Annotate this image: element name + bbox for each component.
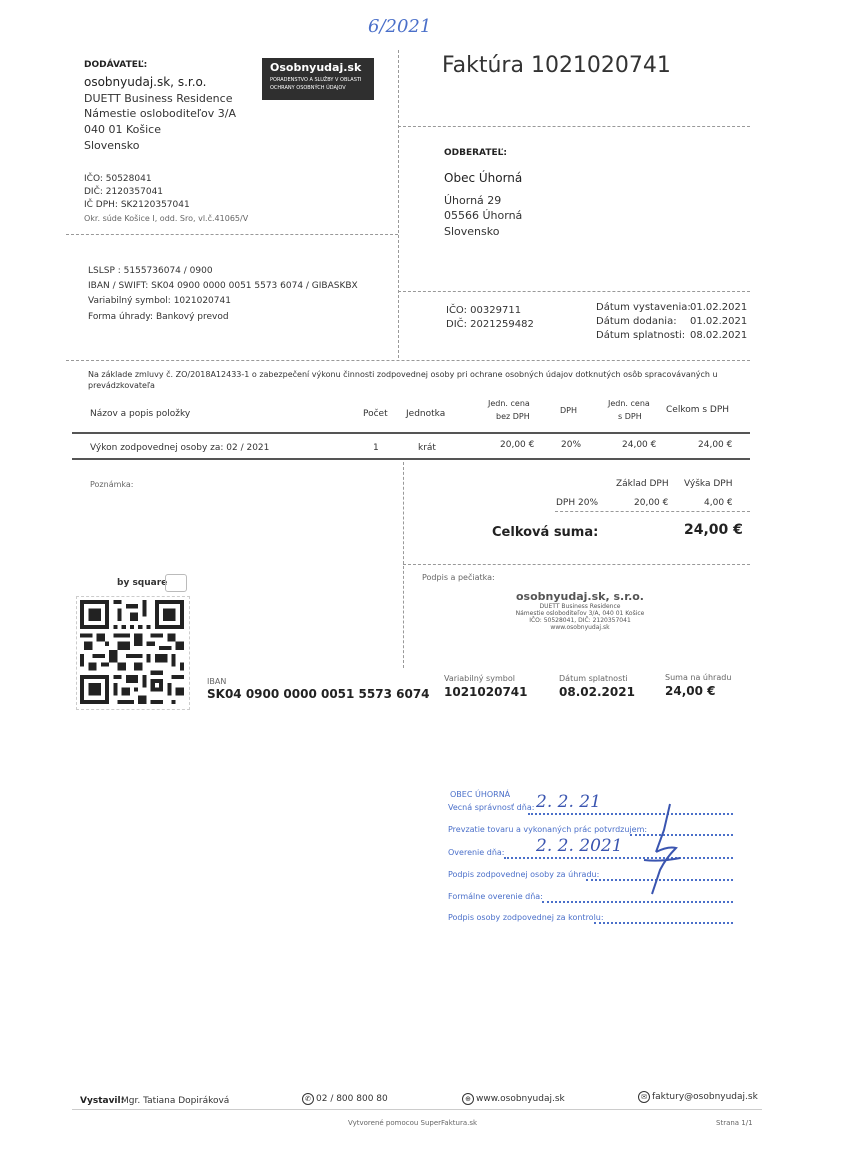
stamp-line-4: www.osobnyudaj.sk xyxy=(550,624,610,631)
th-name: Názov a popis položky xyxy=(90,409,191,419)
table-row-name: Výkon zodpovednej osoby za: 02 / 2021 xyxy=(90,443,270,453)
th-unit-price-2: bez DPH xyxy=(496,412,530,421)
divider-signature xyxy=(403,564,750,565)
notes-label: Poznámka: xyxy=(90,480,134,489)
stamp-control-label: Podpis osoby zodpovednej za kontrolu: xyxy=(448,913,604,922)
summary-vat-label: Výška DPH xyxy=(684,479,733,489)
due-date: 08.02.2021 xyxy=(690,330,748,341)
stamp-receipt-label: Prevzatie tovaru a vykonaných prác potvrdzujem: xyxy=(448,825,648,834)
company-stamp xyxy=(505,590,655,631)
accounting-stamp xyxy=(444,786,744,936)
stamp-dots-6 xyxy=(594,922,733,924)
customer-address-1: Úhorná 29 xyxy=(444,194,502,207)
delivered-date: 01.02.2021 xyxy=(690,316,748,327)
footer-divider xyxy=(72,1109,762,1110)
pbs-vs-label: Variabilný symbol xyxy=(444,674,515,683)
supplier-registry: Okr. súde Košice I, odd. Sro, vl.č.41065/V xyxy=(84,214,249,223)
stamp-line-1: DUETT Business Residence xyxy=(539,603,621,610)
customer-ico: IČO: 00329711 xyxy=(446,305,522,316)
stamp-org: OBEC ÚHORNÁ xyxy=(450,790,511,799)
th-unit-price-1: Jedn. cena xyxy=(488,399,530,408)
th-unit: Jednotka xyxy=(406,409,446,419)
supplier-country: Slovensko xyxy=(84,139,140,152)
pbs-iban-label: IBAN xyxy=(207,677,227,686)
summary-base-label: Základ DPH xyxy=(616,479,669,489)
stamp-correctness-hand: 2. 2. 21 xyxy=(536,792,601,812)
summary-base: 20,00 € xyxy=(634,498,669,508)
summary-total: 24,00 € xyxy=(684,522,743,538)
supplier-heading: DODÁVATEĽ: xyxy=(84,60,148,70)
handwritten-signature xyxy=(630,800,690,900)
stamp-name: osobnyudaj.sk, s.r.o. xyxy=(516,590,644,603)
th-unit-vat-2: s DPH xyxy=(618,412,642,421)
stamp-verify-label: Overenie dňa: xyxy=(448,848,505,857)
customer-address-2: 05566 Úhorná xyxy=(444,209,523,222)
th-unit-vat-1: Jedn. cena xyxy=(608,399,650,408)
logo-name: Osobnyudaj.sk xyxy=(270,61,362,74)
pbs-vs: 1021020741 xyxy=(444,685,528,699)
company-logo xyxy=(262,58,374,100)
customer-country: Slovensko xyxy=(444,225,500,238)
logo-tagline-2: OCHRANY OSOBNÝCH ÚDAJOV xyxy=(270,85,346,91)
issued-label: Dátum vystavenia: xyxy=(596,302,691,313)
divider-title xyxy=(398,126,750,127)
supplier-address-1: DUETT Business Residence xyxy=(84,92,233,105)
supplier-icdph: IČ DPH: SK2120357041 xyxy=(84,200,190,210)
table-row-total: 24,00 € xyxy=(698,440,733,450)
customer-heading: ODBERATEĽ: xyxy=(444,148,507,158)
qr-code xyxy=(80,600,184,704)
pbs-due-label: Dátum splatnosti xyxy=(559,674,628,683)
due-label: Dátum splatnosti: xyxy=(596,330,686,341)
footer-generator: Vytvorené pomocou SuperFaktura.sk xyxy=(348,1119,478,1127)
customer-dic: DIČ: 2021259482 xyxy=(446,319,534,330)
web-icon: ⊕ xyxy=(462,1093,474,1105)
footer-issued-by: Mgr. Tatiana Dopiráková xyxy=(121,1096,230,1106)
logo-tagline-1: PORADENSTVO A SLUŽBY V OBLASTI xyxy=(270,77,362,83)
divider-supplier xyxy=(66,234,398,235)
table-row-unit-vat: 24,00 € xyxy=(622,440,657,450)
summary-rate-label: DPH 20% xyxy=(556,498,598,508)
table-header-rule xyxy=(72,432,750,434)
th-qty: Počet xyxy=(363,409,388,419)
supplier-ico: IČO: 50528041 xyxy=(84,174,152,184)
payment-method: Forma úhrady: Bankový prevod xyxy=(88,312,229,322)
stamp-pay-signature-label: Podpis zodpovednej osoby za úhradu: xyxy=(448,870,600,879)
pbs-due: 08.02.2021 xyxy=(559,685,635,699)
handwritten-date: 6/2021 xyxy=(368,16,432,37)
delivered-label: Dátum dodania: xyxy=(596,316,677,327)
supplier-name: osobnyudaj.sk, s.r.o. xyxy=(84,75,207,89)
divider-customer xyxy=(398,291,750,292)
signature-label: Podpis a pečiatka: xyxy=(422,573,495,582)
table-row-unit-price: 20,00 € xyxy=(500,440,535,450)
invoice-title: Faktúra 1021020741 xyxy=(442,53,671,78)
contract-note: Na základe zmluvy č. ZO/2018A12433-1 o zabezpečení výkonu činnosti zodpovednej osoby pri ochrane osobných údajov dotknutých osôb spracovávaných u prevádzkovateľa xyxy=(88,370,718,390)
summary-vat: 4,00 € xyxy=(704,498,733,508)
stamp-line-3: IČO: 50528041, DIČ: 2120357041 xyxy=(529,617,631,624)
footer-email[interactable]: faktury@osobnyudaj.sk xyxy=(652,1092,758,1102)
email-icon: ✉ xyxy=(638,1091,650,1103)
th-vat: DPH xyxy=(560,406,577,415)
footer-web[interactable]: www.osobnyudaj.sk xyxy=(476,1094,565,1104)
supplier-address-3: 040 01 Košice xyxy=(84,123,161,136)
stamp-correctness-label: Vecná správnosť dňa: xyxy=(448,803,535,812)
issued-date: 01.02.2021 xyxy=(690,302,748,313)
payment-vs: Variabilný symbol: 1021020741 xyxy=(88,296,231,306)
divider-summary xyxy=(555,511,750,512)
table-row-qty: 1 xyxy=(373,443,379,453)
table-row-unit: krát xyxy=(418,443,436,453)
divider-vertical-bottom xyxy=(403,462,404,668)
pbs-iban: SK04 0900 0000 0051 5573 6074 xyxy=(207,687,430,701)
pbs-amount: 24,00 € xyxy=(665,684,716,698)
table-bottom-rule xyxy=(72,458,750,460)
stamp-dots-3 xyxy=(504,857,733,859)
th-total: Celkom s DPH xyxy=(666,405,730,415)
summary-total-label: Celková suma: xyxy=(492,525,599,540)
phone-icon: ✆ xyxy=(302,1093,314,1105)
customer-name: Obec Úhorná xyxy=(444,171,523,185)
stamp-formal-label: Formálne overenie dňa: xyxy=(448,892,543,901)
stamp-verify-hand: 2. 2. 2021 xyxy=(536,836,623,856)
stamp-line-2: Námestie osloboditeľov 3/A, 040 01 Košice xyxy=(515,610,645,617)
pay-by-square-icon xyxy=(165,574,187,592)
divider-vertical-top xyxy=(398,50,399,358)
table-row-vat: 20% xyxy=(561,440,582,450)
footer-phone: 02 / 800 800 80 xyxy=(316,1094,388,1104)
divider-contract xyxy=(66,360,750,361)
footer-page: Strana 1/1 xyxy=(716,1119,753,1127)
pbs-amount-label: Suma na úhradu xyxy=(665,673,732,682)
stamp-dots-5 xyxy=(542,901,733,903)
pay-by-square-label: by square xyxy=(117,578,168,588)
footer-issued-by-label: Vystavil: xyxy=(80,1096,125,1106)
payment-bank: LSLSP : 5155736074 / 0900 xyxy=(88,266,213,276)
supplier-address-2: Námestie osloboditeľov 3/A xyxy=(84,107,236,120)
supplier-dic: DIČ: 2120357041 xyxy=(84,187,164,197)
payment-iban-swift: IBAN / SWIFT: SK04 0900 0000 0051 5573 6074 / GIBASKBX xyxy=(88,281,358,291)
